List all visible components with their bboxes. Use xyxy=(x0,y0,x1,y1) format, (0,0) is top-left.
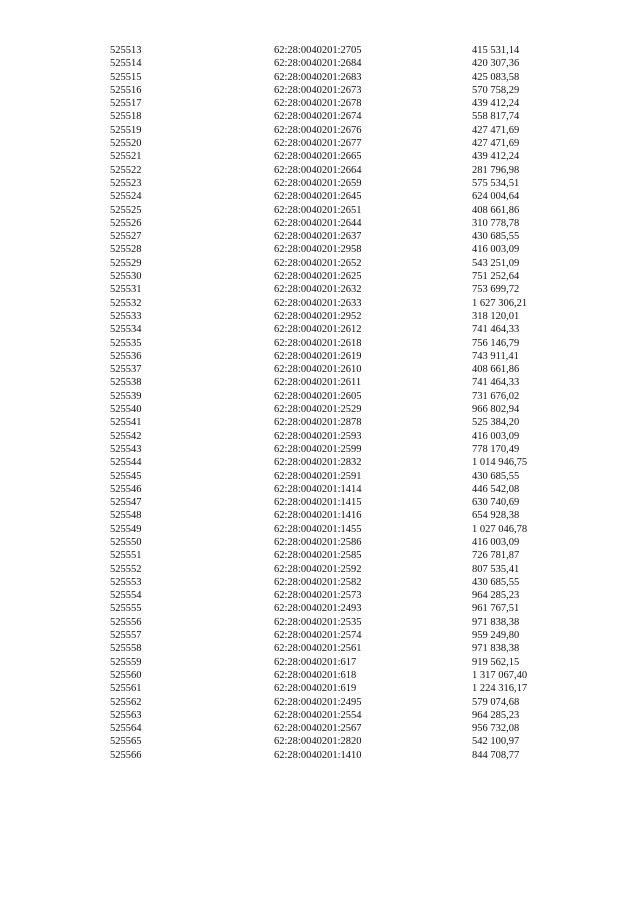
left-margin-cell xyxy=(0,616,110,629)
cadastral-number-cell: 62:28:0040201:2529 xyxy=(274,404,362,416)
cadastral-number-cell: 62:28:0040201:2610 xyxy=(274,364,362,376)
left-margin-cell xyxy=(0,217,110,230)
row-number-cell: 525555 xyxy=(110,603,142,615)
table-row xyxy=(0,563,640,576)
cadastral-number-cell: 62:28:0040201:619 xyxy=(274,683,357,695)
row-number-cell: 525525 xyxy=(110,204,142,216)
cadastral-number-cell: 62:28:0040201:2611 xyxy=(274,377,362,389)
row-number-cell: 525515 xyxy=(110,71,142,83)
cadastral-number-cell: 62:28:0040201:2619 xyxy=(274,350,362,362)
row-number-cell: 525560 xyxy=(110,669,142,681)
table-row xyxy=(0,164,640,177)
cadastral-number-cell: 62:28:0040201:2574 xyxy=(274,630,362,642)
left-margin-cell xyxy=(0,97,110,110)
table-row xyxy=(0,682,640,695)
cadastral-number-cell: 62:28:0040201:2625 xyxy=(274,271,362,283)
document-table xyxy=(0,44,640,762)
left-margin-cell xyxy=(0,44,110,57)
row-number-cell: 525563 xyxy=(110,709,142,721)
row-number-cell: 525562 xyxy=(110,696,142,708)
row-number-cell: 525559 xyxy=(110,656,142,668)
cadastral-number-cell: 62:28:0040201:2705 xyxy=(274,45,362,56)
row-number-cell: 525547 xyxy=(110,497,142,509)
value-cell: 408 661,86 xyxy=(472,204,520,216)
left-margin-cell xyxy=(0,270,110,283)
row-number-cell: 525523 xyxy=(110,177,142,189)
row-number-cell: 525534 xyxy=(110,324,142,336)
left-margin-cell xyxy=(0,57,110,70)
row-number-cell: 525566 xyxy=(110,749,142,761)
table-row xyxy=(0,390,640,403)
value-cell: 741 464,33 xyxy=(472,324,520,336)
row-number-cell: 525542 xyxy=(110,430,142,442)
cadastral-number-cell: 62:28:0040201:1415 xyxy=(274,497,362,509)
value-cell: 408 661,86 xyxy=(472,364,520,376)
cadastral-number-cell: 62:28:0040201:2593 xyxy=(274,430,362,442)
value-cell: 542 100,97 xyxy=(472,736,520,748)
cadastral-number-cell: 62:28:0040201:2665 xyxy=(274,151,362,163)
cadastral-number-cell: 62:28:0040201:2618 xyxy=(274,337,362,349)
row-number-cell: 525522 xyxy=(110,164,142,176)
left-margin-cell xyxy=(0,310,110,323)
value-cell: 624 004,64 xyxy=(472,191,520,203)
table-row xyxy=(0,97,640,110)
cadastral-number-cell: 62:28:0040201:2664 xyxy=(274,164,362,176)
left-margin-cell xyxy=(0,204,110,217)
cadastral-number-cell: 62:28:0040201:2561 xyxy=(274,643,362,655)
table-row xyxy=(0,430,640,443)
table-row xyxy=(0,483,640,496)
cadastral-number-cell: 62:28:0040201:2637 xyxy=(274,231,362,243)
table-row xyxy=(0,283,640,296)
left-margin-cell xyxy=(0,416,110,429)
left-margin-cell xyxy=(0,84,110,97)
cadastral-number-cell: 62:28:0040201:2652 xyxy=(274,257,362,269)
value-cell: 741 464,33 xyxy=(472,377,520,389)
cadastral-number-cell: 62:28:0040201:2958 xyxy=(274,244,362,256)
table-row xyxy=(0,629,640,642)
table-row xyxy=(0,696,640,709)
cadastral-number-cell: 62:28:0040201:2659 xyxy=(274,177,362,189)
value-cell: 318 120,01 xyxy=(472,310,520,322)
left-margin-cell xyxy=(0,682,110,695)
value-cell: 971 838,38 xyxy=(472,616,520,628)
cadastral-number-cell: 62:28:0040201:2591 xyxy=(274,470,362,482)
table-row xyxy=(0,722,640,735)
table-row xyxy=(0,110,640,123)
value-cell: 430 685,55 xyxy=(472,231,520,243)
value-cell: 959 249,80 xyxy=(472,630,520,642)
left-margin-cell xyxy=(0,164,110,177)
left-margin-cell xyxy=(0,376,110,389)
value-cell: 579 074,68 xyxy=(472,696,520,708)
row-number-cell: 525558 xyxy=(110,643,142,655)
left-margin-cell xyxy=(0,735,110,748)
left-margin-cell xyxy=(0,722,110,735)
cadastral-number-cell: 62:28:0040201:2683 xyxy=(274,71,362,83)
value-cell: 966 802,94 xyxy=(472,404,520,416)
value-cell: 964 285,23 xyxy=(472,709,520,721)
left-margin-cell xyxy=(0,536,110,549)
value-cell: 416 003,09 xyxy=(472,430,520,442)
cadastral-number-cell: 62:28:0040201:2585 xyxy=(274,550,362,562)
cadastral-number-cell: 62:28:0040201:2832 xyxy=(274,457,362,469)
left-margin-cell xyxy=(0,243,110,256)
table-row xyxy=(0,523,640,536)
table-row xyxy=(0,190,640,203)
table-row xyxy=(0,217,640,230)
value-cell: 961 767,51 xyxy=(472,603,520,615)
table-row xyxy=(0,443,640,456)
table-row xyxy=(0,150,640,163)
value-cell: 1 014 946,75 xyxy=(472,457,528,469)
row-number-cell: 525528 xyxy=(110,244,142,256)
row-number-cell: 525535 xyxy=(110,337,142,349)
left-margin-cell xyxy=(0,509,110,522)
value-cell: 807 535,41 xyxy=(472,563,520,575)
cadastral-number-cell: 62:28:0040201:2644 xyxy=(274,217,362,229)
left-margin-cell xyxy=(0,71,110,84)
table-body xyxy=(0,44,640,762)
left-margin-cell xyxy=(0,257,110,270)
row-number-cell: 525516 xyxy=(110,84,142,96)
left-margin-cell xyxy=(0,230,110,243)
value-cell: 964 285,23 xyxy=(472,590,520,602)
table-row xyxy=(0,669,640,682)
left-margin-cell xyxy=(0,297,110,310)
value-cell: 575 534,51 xyxy=(472,177,520,189)
table-row xyxy=(0,84,640,97)
left-margin-cell xyxy=(0,390,110,403)
row-number-cell: 525565 xyxy=(110,736,142,748)
value-cell: 971 838,38 xyxy=(472,643,520,655)
value-cell: 425 083,58 xyxy=(472,71,520,83)
value-cell: 1 224 316,17 xyxy=(472,683,528,695)
cadastral-number-cell: 62:28:0040201:2878 xyxy=(274,417,362,429)
left-margin-cell xyxy=(0,190,110,203)
value-cell: 630 740,69 xyxy=(472,497,520,509)
row-number-cell: 525553 xyxy=(110,576,142,588)
left-margin-cell xyxy=(0,496,110,509)
left-margin-cell xyxy=(0,430,110,443)
table-row xyxy=(0,616,640,629)
table-row xyxy=(0,456,640,469)
row-number-cell: 525541 xyxy=(110,417,142,429)
table-row xyxy=(0,297,640,310)
row-number-cell: 525527 xyxy=(110,231,142,243)
cadastral-number-cell: 62:28:0040201:2605 xyxy=(274,390,362,402)
value-cell: 756 146,79 xyxy=(472,337,520,349)
table-row xyxy=(0,509,640,522)
value-cell: 654 928,38 xyxy=(472,510,520,522)
row-number-cell: 525552 xyxy=(110,563,142,575)
row-number-cell: 525531 xyxy=(110,284,142,296)
value-cell: 439 412,24 xyxy=(472,151,520,163)
cadastral-number-cell: 62:28:0040201:2674 xyxy=(274,111,362,123)
cadastral-number-cell: 62:28:0040201:2554 xyxy=(274,709,362,721)
left-margin-cell xyxy=(0,749,110,762)
cadastral-number-cell: 62:28:0040201:2645 xyxy=(274,191,362,203)
value-cell: 778 170,49 xyxy=(472,443,520,455)
value-cell: 753 699,72 xyxy=(472,284,520,296)
table-row xyxy=(0,310,640,323)
value-cell: 844 708,77 xyxy=(472,749,520,761)
left-margin-cell xyxy=(0,642,110,655)
table-row xyxy=(0,243,640,256)
value-cell: 726 781,87 xyxy=(472,550,520,562)
table-row xyxy=(0,709,640,722)
row-number-cell: 525526 xyxy=(110,217,142,229)
row-number-cell: 525554 xyxy=(110,590,142,602)
value-cell: 543 251,09 xyxy=(472,257,520,269)
table-row xyxy=(0,257,640,270)
table-row xyxy=(0,323,640,336)
row-number-cell: 525517 xyxy=(110,98,142,110)
table-row xyxy=(0,71,640,84)
left-margin-cell xyxy=(0,363,110,376)
row-number-cell: 525551 xyxy=(110,550,142,562)
row-number-cell: 525537 xyxy=(110,364,142,376)
table-row xyxy=(0,416,640,429)
value-cell: 439 412,24 xyxy=(472,98,520,110)
left-margin-cell xyxy=(0,669,110,682)
value-cell: 427 471,69 xyxy=(472,124,520,136)
row-number-cell: 525514 xyxy=(110,58,142,70)
table-row xyxy=(0,350,640,363)
row-number-cell: 525521 xyxy=(110,151,142,163)
value-cell: 1 317 067,40 xyxy=(472,669,528,681)
cadastral-number-cell: 62:28:0040201:617 xyxy=(274,656,357,668)
table-row xyxy=(0,137,640,150)
value-cell: 731 676,02 xyxy=(472,390,520,402)
table-row xyxy=(0,230,640,243)
table-row xyxy=(0,270,640,283)
left-margin-cell xyxy=(0,709,110,722)
cadastral-number-cell: 62:28:0040201:2684 xyxy=(274,58,362,70)
row-number-cell: 525557 xyxy=(110,630,142,642)
left-margin-cell xyxy=(0,124,110,137)
cadastral-number-cell: 62:28:0040201:2495 xyxy=(274,696,362,708)
value-cell: 1 627 306,21 xyxy=(472,297,528,309)
cadastral-number-cell: 62:28:0040201:1414 xyxy=(274,483,362,495)
row-number-cell: 525536 xyxy=(110,350,142,362)
table-row xyxy=(0,549,640,562)
cadastral-number-cell: 62:28:0040201:2493 xyxy=(274,603,362,615)
cadastral-number-cell: 62:28:0040201:2632 xyxy=(274,284,362,296)
table-row xyxy=(0,204,640,217)
value-cell: 427 471,69 xyxy=(472,138,520,150)
cadastral-number-cell: 62:28:0040201:1416 xyxy=(274,510,362,522)
row-number-cell: 525556 xyxy=(110,616,142,628)
value-cell: 281 796,98 xyxy=(472,164,520,176)
table-row xyxy=(0,470,640,483)
value-cell: 416 003,09 xyxy=(472,536,520,548)
left-margin-cell xyxy=(0,563,110,576)
cadastral-number-cell: 62:28:0040201:618 xyxy=(274,669,357,681)
table-row xyxy=(0,735,640,748)
value-cell: 743 911,41 xyxy=(472,350,519,362)
left-margin-cell xyxy=(0,150,110,163)
left-margin-cell xyxy=(0,656,110,669)
row-number-cell: 525543 xyxy=(110,443,142,455)
table-row xyxy=(0,337,640,350)
left-margin-cell xyxy=(0,483,110,496)
row-number-cell: 525539 xyxy=(110,390,142,402)
row-number-cell: 525524 xyxy=(110,191,142,203)
value-cell: 430 685,55 xyxy=(472,576,520,588)
table-row xyxy=(0,656,640,669)
table-row xyxy=(0,749,640,762)
value-cell: 420 307,36 xyxy=(472,58,520,70)
row-number-cell: 525549 xyxy=(110,523,142,535)
cadastral-number-cell: 62:28:0040201:2678 xyxy=(274,98,362,110)
left-margin-cell xyxy=(0,629,110,642)
left-margin-cell xyxy=(0,549,110,562)
value-cell: 919 562,15 xyxy=(472,656,520,668)
cadastral-number-cell: 62:28:0040201:2582 xyxy=(274,576,362,588)
value-cell: 446 542,08 xyxy=(472,483,520,495)
left-margin-cell xyxy=(0,337,110,350)
table-row xyxy=(0,536,640,549)
row-number-cell: 525530 xyxy=(110,271,142,283)
cadastral-number-cell: 62:28:0040201:2651 xyxy=(274,204,362,216)
left-margin-cell xyxy=(0,110,110,123)
left-margin-cell xyxy=(0,350,110,363)
left-margin-cell xyxy=(0,576,110,589)
row-number-cell: 525548 xyxy=(110,510,142,522)
value-cell: 415 531,14 xyxy=(472,45,520,56)
cadastral-number-cell: 62:28:0040201:2633 xyxy=(274,297,362,309)
row-number-cell: 525538 xyxy=(110,377,142,389)
value-cell: 751 252,64 xyxy=(472,271,520,283)
cadastral-number-cell: 62:28:0040201:2599 xyxy=(274,443,362,455)
value-cell: 558 817,74 xyxy=(472,111,520,123)
left-margin-cell xyxy=(0,589,110,602)
left-margin-cell xyxy=(0,456,110,469)
cadastral-number-cell: 62:28:0040201:2676 xyxy=(274,124,362,136)
cadastral-number-cell: 62:28:0040201:2820 xyxy=(274,736,362,748)
left-margin-cell xyxy=(0,137,110,150)
cadastral-number-cell: 62:28:0040201:2952 xyxy=(274,310,362,322)
cadastral-number-cell: 62:28:0040201:2567 xyxy=(274,723,362,735)
table-row xyxy=(0,376,640,389)
row-number-cell: 525546 xyxy=(110,483,142,495)
table-row xyxy=(0,576,640,589)
cadastral-number-cell: 62:28:0040201:2586 xyxy=(274,536,362,548)
row-number-cell: 525518 xyxy=(110,111,142,123)
cadastral-number-cell: 62:28:0040201:1455 xyxy=(274,523,362,535)
row-number-cell: 525520 xyxy=(110,138,142,150)
row-number-cell: 525544 xyxy=(110,457,142,469)
table-row xyxy=(0,363,640,376)
cadastral-number-cell: 62:28:0040201:2677 xyxy=(274,138,362,150)
value-cell: 525 384,20 xyxy=(472,417,520,429)
table-row xyxy=(0,589,640,602)
left-margin-cell xyxy=(0,403,110,416)
value-cell: 570 758,29 xyxy=(472,84,520,96)
row-number-cell: 525513 xyxy=(110,45,142,56)
table-row xyxy=(0,177,640,190)
value-cell: 430 685,55 xyxy=(472,470,520,482)
row-number-cell: 525545 xyxy=(110,470,142,482)
value-cell: 310 778,78 xyxy=(472,217,520,229)
table-row xyxy=(0,642,640,655)
cadastral-number-cell: 62:28:0040201:2535 xyxy=(274,616,362,628)
row-number-cell: 525540 xyxy=(110,404,142,416)
value-cell: 416 003,09 xyxy=(472,244,520,256)
cadastral-number-cell: 62:28:0040201:2612 xyxy=(274,324,362,336)
value-cell: 1 027 046,78 xyxy=(472,523,528,535)
left-margin-cell xyxy=(0,523,110,536)
row-number-cell: 525529 xyxy=(110,257,142,269)
row-number-cell: 525550 xyxy=(110,536,142,548)
cadastral-number-cell: 62:28:0040201:1410 xyxy=(274,749,362,761)
row-number-cell: 525564 xyxy=(110,723,142,735)
left-margin-cell xyxy=(0,323,110,336)
table-row xyxy=(0,602,640,615)
left-margin-cell xyxy=(0,283,110,296)
table-row xyxy=(0,57,640,70)
left-margin-cell xyxy=(0,470,110,483)
left-margin-cell xyxy=(0,177,110,190)
table-row xyxy=(0,44,640,57)
row-number-cell: 525519 xyxy=(110,124,142,136)
value-cell: 956 732,08 xyxy=(472,723,520,735)
table-row xyxy=(0,403,640,416)
cadastral-number-cell: 62:28:0040201:2573 xyxy=(274,590,362,602)
left-margin-cell xyxy=(0,602,110,615)
row-number-cell: 525533 xyxy=(110,310,142,322)
table-row xyxy=(0,496,640,509)
table-row xyxy=(0,124,640,137)
row-number-cell: 525532 xyxy=(110,297,142,309)
left-margin-cell xyxy=(0,696,110,709)
left-margin-cell xyxy=(0,443,110,456)
row-number-cell: 525561 xyxy=(110,683,142,695)
cadastral-number-cell: 62:28:0040201:2592 xyxy=(274,563,362,575)
cadastral-number-cell: 62:28:0040201:2673 xyxy=(274,84,362,96)
